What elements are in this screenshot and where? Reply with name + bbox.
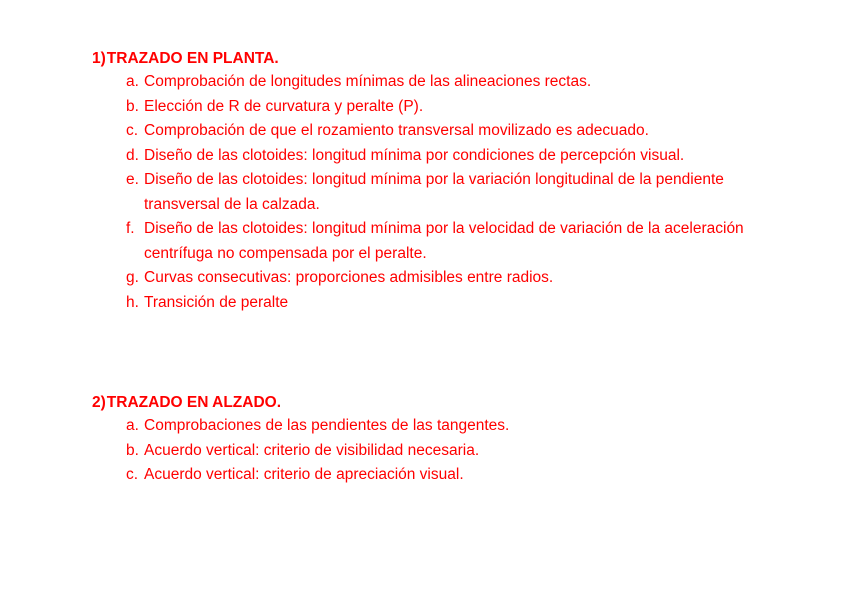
- list-marker: c.: [126, 122, 139, 139]
- list-item: [92, 439, 764, 464]
- list-marker: c.: [126, 466, 139, 483]
- list-item-text: Acuerdo vertical: criterio de apreciación visual.: [144, 466, 464, 483]
- list-marker: b.: [126, 97, 139, 115]
- list-item: [92, 70, 764, 95]
- list-item-text: Elección de R de curvatura y peralte (P).: [144, 97, 424, 115]
- list-marker: e.: [126, 171, 139, 188]
- list-item: [92, 95, 764, 120]
- section-title: TRAZADO EN PLANTA.: [106, 50, 279, 67]
- list-item: [92, 266, 764, 291]
- list-item-text: Transición de peralte: [144, 293, 289, 311]
- list-item: [92, 168, 764, 217]
- list-item-text: Diseño de las clotoides: longitud mínima por condiciones de percepción visual.: [144, 146, 685, 164]
- list-item-text: Curvas consecutivas: proporciones admisibles entre radios.: [144, 269, 554, 286]
- list-item-text: Comprobaciones de las pendientes de las tangentes.: [144, 417, 510, 434]
- list-marker: b.: [126, 441, 139, 459]
- list-marker: f.: [126, 220, 135, 237]
- section-item-list: [92, 414, 792, 488]
- list-marker: a.: [126, 73, 139, 90]
- list-marker: a.: [126, 417, 139, 434]
- list-item-text: Comprobación de longitudes mínimas de las alineaciones rectas.: [144, 73, 592, 90]
- list-marker: h.: [126, 293, 139, 311]
- list-item: [92, 463, 764, 488]
- section-number: 1): [92, 50, 106, 67]
- list-item-text: Diseño de las clotoides: longitud mínima por la variación longitudinal de la pendiente transversal de la calzada.: [144, 171, 724, 213]
- list-item: [92, 291, 764, 316]
- list-item: [92, 144, 764, 169]
- list-item: [92, 217, 764, 266]
- list-marker: d.: [126, 146, 139, 164]
- list-item-text: Comprobación de que el rozamiento transversal movilizado es adecuado.: [144, 122, 649, 139]
- section-trazado-en-alzado: [92, 392, 792, 488]
- list-item-text: Diseño de las clotoides: longitud mínima por la velocidad de variación de la aceleración centrífuga no compensada por el peralte.: [144, 220, 744, 262]
- list-item-text: Acuerdo vertical: criterio de visibilidad necesaria.: [144, 441, 480, 459]
- list-item: [92, 414, 764, 439]
- list-marker: g.: [126, 269, 139, 286]
- section-number: 2): [92, 394, 106, 411]
- section-trazado-en-planta: [92, 48, 792, 315]
- list-item: [92, 119, 764, 144]
- section-item-list: [92, 70, 792, 315]
- section-title: TRAZADO EN ALZADO.: [106, 394, 282, 411]
- section-heading: [92, 48, 792, 70]
- section-heading: [92, 392, 792, 414]
